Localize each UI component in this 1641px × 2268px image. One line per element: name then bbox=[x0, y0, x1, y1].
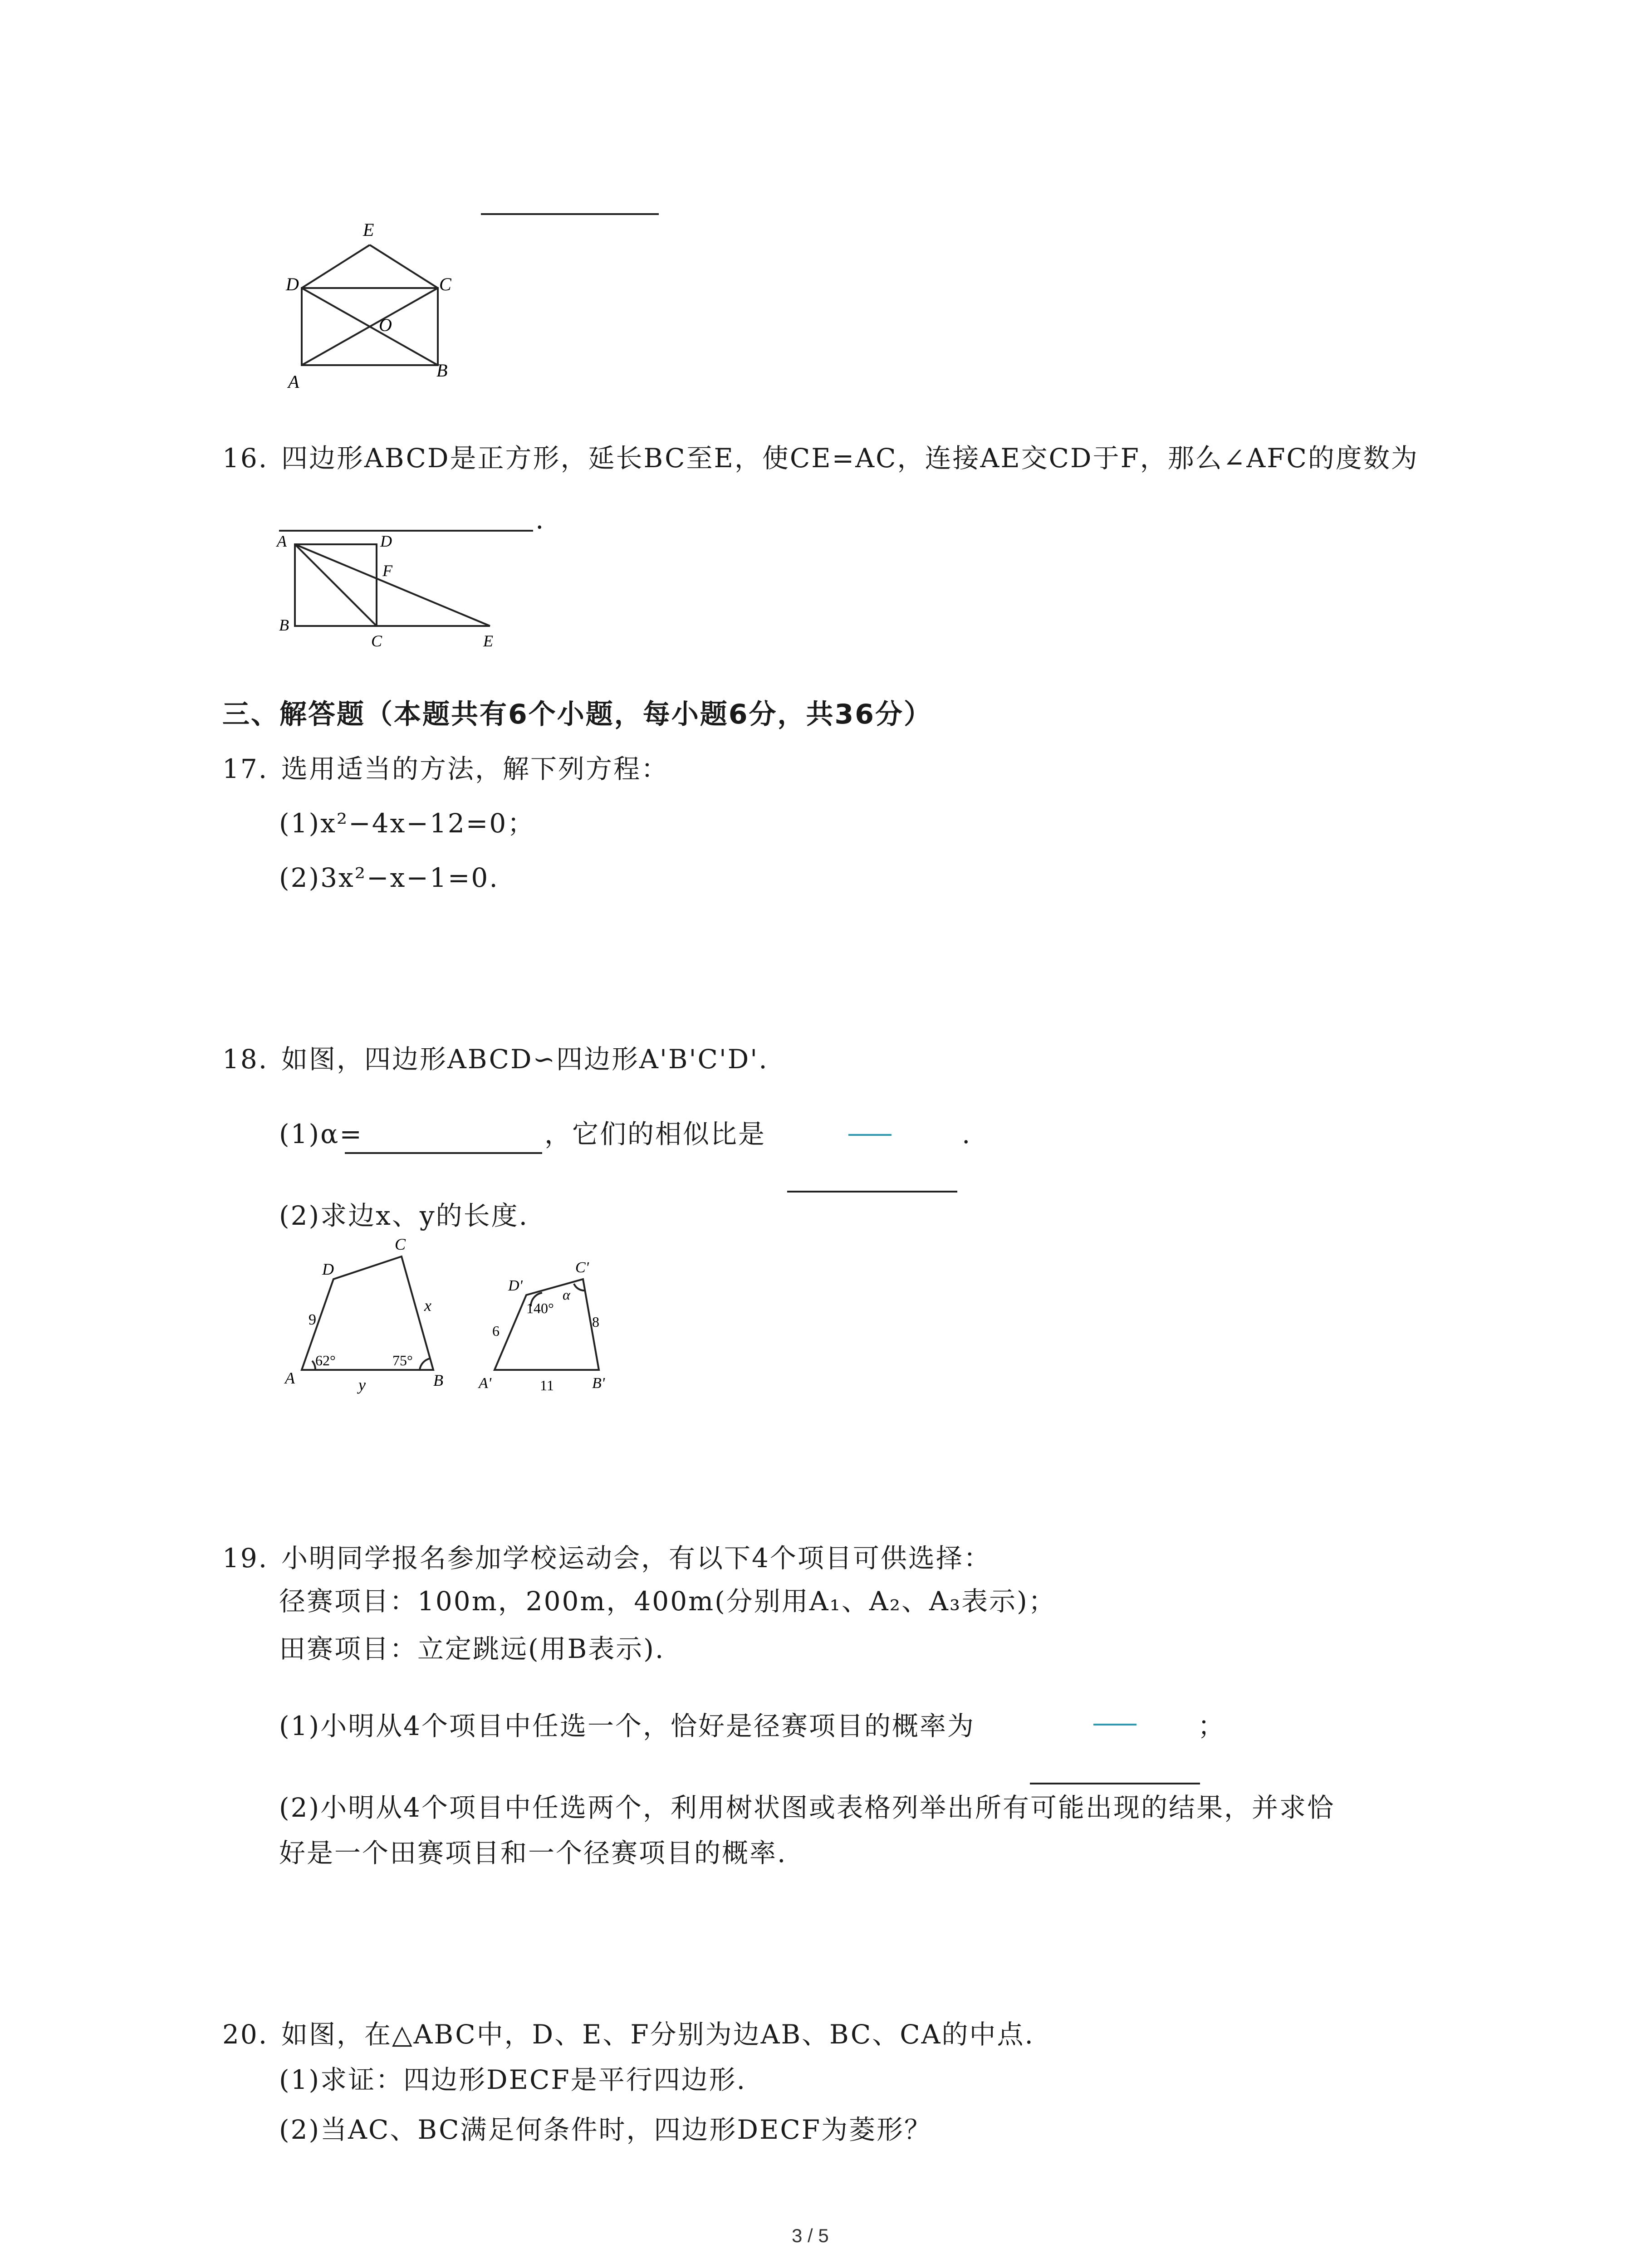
q16-number: 16. bbox=[222, 443, 269, 474]
q19-text: 小明同学报名参加学校运动会，有以下4个项目可供选择： bbox=[281, 1543, 991, 1574]
q16-figure bbox=[272, 531, 508, 649]
q20-part1: (1)求证：四边形DECF是平行四边形. bbox=[279, 2064, 747, 2095]
q18-alpha-blank[interactable] bbox=[345, 1152, 542, 1154]
q16-label-e: E bbox=[483, 632, 493, 649]
q18-label-d: D bbox=[322, 1260, 334, 1278]
q19-field-event: 田赛项目：立定跳远(用B表示). bbox=[279, 1633, 665, 1664]
q18-label-c: C bbox=[395, 1235, 406, 1253]
q16-end-punct: . bbox=[535, 504, 545, 535]
q18-label-c-prime: C' bbox=[575, 1259, 589, 1276]
q18-angle-c-prime: α bbox=[563, 1286, 570, 1303]
q18-part1-end: . bbox=[962, 1119, 972, 1149]
q15-figure bbox=[272, 209, 463, 395]
q18-figure bbox=[272, 1234, 626, 1406]
q18-angle-a: 62° bbox=[315, 1352, 336, 1369]
section-3-heading: 三、解答题（本题共有6个小题，每小题6分，共36分） bbox=[222, 699, 932, 730]
q17-item-1: (1)x²−4x−12=0； bbox=[279, 808, 535, 839]
q16-label-d: D bbox=[380, 532, 392, 550]
q15-answer-blank[interactable] bbox=[481, 213, 659, 215]
q15-label-c: C bbox=[439, 274, 451, 294]
q18-label-a-prime: A' bbox=[479, 1375, 492, 1392]
q18-number: 18. bbox=[222, 1044, 269, 1075]
q18-ratio-blank[interactable] bbox=[787, 1191, 957, 1193]
q17-number: 17. bbox=[222, 753, 269, 784]
q18-ratio-fraction-bar bbox=[848, 1134, 892, 1136]
q19-part2-line1: (2)小明从4个项目中任选两个，利用树状图或表格列举出所有可能出现的结果，并求恰 bbox=[279, 1792, 1335, 1823]
page-number: 3 / 5 bbox=[792, 2225, 829, 2246]
q15-label-b: B bbox=[436, 360, 448, 381]
q18-part2: (2)求边x、y的长度. bbox=[279, 1200, 529, 1231]
q18-text: 如图，四边形ABCD∽四边形A'B'C'D'. bbox=[281, 1044, 769, 1075]
q16-text: 四边形ABCD是正方形，延长BC至E，使CE=AC，连接AE交CD于F，那么∠AFC的度数为 bbox=[281, 443, 1419, 474]
q16-label-c: C bbox=[371, 632, 382, 649]
q18-side-ad-prime: 6 bbox=[492, 1323, 500, 1339]
q16-label-a: A bbox=[277, 532, 287, 550]
q20-number: 20. bbox=[222, 2019, 269, 2050]
q18-label-d-prime: D' bbox=[508, 1277, 523, 1294]
q18-part1-prefix: (1)α= bbox=[279, 1119, 363, 1149]
q18-angle-d-prime: 140° bbox=[526, 1300, 554, 1316]
q15-label-e: E bbox=[363, 220, 374, 240]
q20-part2: (2)当AC、BC满足何条件时，四边形DECF为菱形？ bbox=[279, 2114, 932, 2145]
q18-side-bc-prime: 8 bbox=[592, 1314, 599, 1330]
q20-text: 如图，在△ABC中，D、E、F分别为边AB、BC、CA的中点. bbox=[281, 2019, 1034, 2050]
q19-part2-line2: 好是一个田赛项目和一个径赛项目的概率. bbox=[279, 1838, 787, 1868]
q19-probability-fraction-bar bbox=[1093, 1724, 1136, 1725]
q18-label-a: A bbox=[285, 1369, 295, 1387]
q17-text: 选用适当的方法，解下列方程： bbox=[281, 753, 669, 784]
q16-label-b: B bbox=[279, 616, 289, 634]
q15-label-o: O bbox=[379, 315, 392, 335]
q18-side-ab-prime: 11 bbox=[540, 1377, 554, 1393]
q18-angle-b: 75° bbox=[392, 1352, 413, 1369]
q18-part1-mid: ，它们的相似比是 bbox=[544, 1119, 766, 1149]
q19-part1: (1)小明从4个项目中任选一个，恰好是径赛项目的概率为 bbox=[279, 1711, 975, 1741]
q18-label-b: B bbox=[433, 1371, 443, 1389]
q19-part1-end: ； bbox=[1198, 1711, 1226, 1741]
q19-number: 19. bbox=[222, 1543, 269, 1574]
q18-side-ad: 9 bbox=[309, 1311, 316, 1328]
q17-item-2: (2)3x²−x−1=0. bbox=[279, 862, 499, 893]
q18-side-ab: y bbox=[358, 1376, 366, 1394]
q16-label-f: F bbox=[382, 562, 392, 580]
q15-label-d: D bbox=[286, 274, 299, 294]
q15-label-a: A bbox=[288, 371, 299, 392]
q19-track-events: 径赛项目：100m，200m，400m(分别用A₁、A₂、A₃表示)； bbox=[279, 1586, 1056, 1617]
q18-label-b-prime: B' bbox=[592, 1375, 605, 1392]
q19-probability-blank[interactable] bbox=[1030, 1783, 1200, 1784]
q18-side-bc: x bbox=[424, 1296, 431, 1315]
